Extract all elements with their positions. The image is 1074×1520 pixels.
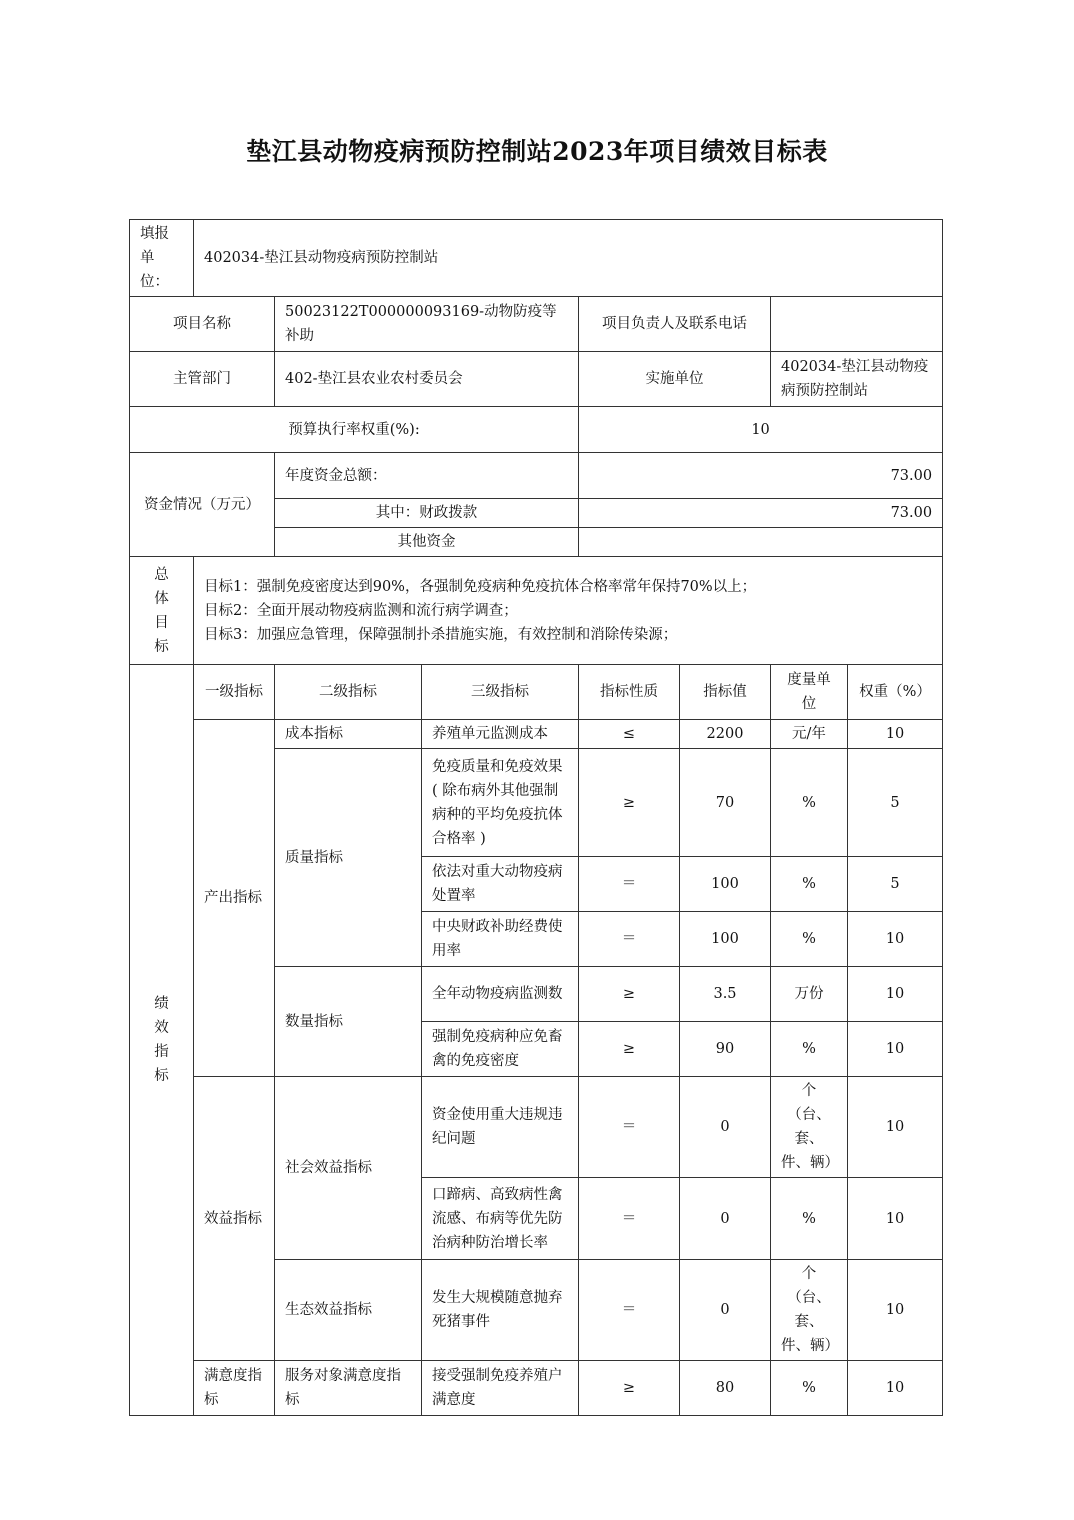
indicator-value: 100 (680, 912, 771, 967)
indicator-name: 全年动物疫病监测数 (422, 967, 579, 1022)
page-title: 垫江县动物疫病预防控制站2023年项目绩效目标表 (246, 137, 828, 166)
level1-benefit: 效益指标 (194, 1077, 275, 1361)
level2-ecological: 生态效益指标 (275, 1260, 422, 1361)
indicator-weight: 10 (848, 912, 943, 967)
indicator-op: ＝ (579, 1260, 680, 1361)
goal-item: 目标3：加强应急管理，保障强制扑杀措施实施，有效控制和消除传染源； (204, 626, 678, 643)
indicator-unit: 个（台、套、件、辆） (771, 1260, 848, 1361)
level2-quality: 质量指标 (275, 749, 422, 967)
indicator-weight: 10 (848, 1361, 943, 1416)
indicator-name: 接受强制免疫养殖户满意度 (422, 1361, 579, 1416)
indicator-value: 0 (680, 1077, 771, 1178)
column-header: 度量单位 (771, 665, 848, 720)
indicator-name: 强制免疫病种应免畜禽的免疫密度 (422, 1022, 579, 1077)
column-header: 权重（%） (848, 665, 943, 720)
indicator-op: ≥ (579, 1361, 680, 1416)
indicator-value: 2200 (680, 720, 771, 749)
funds-total-label: 年度资金总额： (275, 453, 579, 499)
impl-value: 402034-垫江县动物疫病预防控制站 (771, 352, 943, 407)
funds-total-value: 73.00 (579, 453, 943, 499)
contact-value (771, 297, 943, 352)
column-header: 指标值 (680, 665, 771, 720)
indicators-label (130, 665, 194, 1416)
project-name-value: 50023122T000000093169-动物防疫等补助 (275, 297, 579, 352)
indicator-unit: % (771, 857, 848, 912)
indicator-weight: 10 (848, 1077, 943, 1178)
indicator-name: 中央财政补助经费使用率 (422, 912, 579, 967)
indicator-name: 依法对重大动物疫病处置率 (422, 857, 579, 912)
dept-label: 主管部门 (130, 352, 275, 407)
level2-cost: 成本指标 (275, 720, 422, 749)
column-header: 三级指标 (422, 665, 579, 720)
column-header: 二级指标 (275, 665, 422, 720)
level2-service-satisfaction: 服务对象满意度指标 (275, 1361, 422, 1416)
indicator-op: ≥ (579, 749, 680, 857)
indicator-op: ≥ (579, 1022, 680, 1077)
goals-label-text: 总体目标 (154, 566, 169, 655)
indicator-unit: 万份 (771, 967, 848, 1022)
indicator-value: 80 (680, 1361, 771, 1416)
contact-label: 项目负责人及联系电话 (579, 297, 771, 352)
indicator-unit: % (771, 749, 848, 857)
level2-quantity: 数量指标 (275, 967, 422, 1077)
indicator-value: 3.5 (680, 967, 771, 1022)
indicator-name: 资金使用重大违规违纪问题 (422, 1077, 579, 1178)
funds-fiscal-value: 73.00 (579, 499, 943, 528)
indicator-op: ＝ (579, 1178, 680, 1260)
project-name-label: 项目名称 (130, 297, 275, 352)
indicator-weight: 10 (848, 1022, 943, 1077)
level1-output: 产出指标 (194, 720, 275, 1077)
indicator-op: ＝ (579, 857, 680, 912)
level1-satisfaction: 满意度指标 (194, 1361, 275, 1416)
funds-other-value (579, 528, 943, 557)
indicator-unit: 个（台、套、件、辆） (771, 1077, 848, 1178)
indicator-value: 0 (680, 1178, 771, 1260)
funds-fiscal-label: 其中：财政拨款 (275, 499, 579, 528)
indicator-value: 100 (680, 857, 771, 912)
indicator-name: 养殖单元监测成本 (422, 720, 579, 749)
impl-label: 实施单位 (579, 352, 771, 407)
indicator-value: 90 (680, 1022, 771, 1077)
column-header: 一级指标 (194, 665, 275, 720)
indicator-name: 发生大规模随意抛弃死猪事件 (422, 1260, 579, 1361)
indicator-name: 口蹄病、高致病性禽流感、布病等优先防治病种防治增长率 (422, 1178, 579, 1260)
indicator-unit: % (771, 1022, 848, 1077)
indicator-value: 70 (680, 749, 771, 857)
funds-label: 资金情况（万元） (130, 453, 275, 557)
level2-social: 社会效益指标 (275, 1077, 422, 1260)
filing-unit-value: 402034-垫江县动物疫病预防控制站 (194, 220, 943, 297)
indicator-unit: % (771, 912, 848, 967)
indicator-weight: 10 (848, 1178, 943, 1260)
indicators-label-text: 绩效指标 (154, 996, 169, 1084)
goals-label (130, 557, 194, 665)
indicator-weight: 5 (848, 857, 943, 912)
filing-unit-label: 填报单位： (130, 220, 194, 297)
indicator-value: 0 (680, 1260, 771, 1361)
indicator-weight: 10 (848, 1260, 943, 1361)
indicator-op: ≤ (579, 720, 680, 749)
column-header: 指标性质 (579, 665, 680, 720)
dept-value: 402-垫江县农业农村委员会 (275, 352, 579, 407)
goals-content (194, 557, 943, 665)
indicator-op: ＝ (579, 1077, 680, 1178)
indicator-name: 免疫质量和免疫效果( 除布病外其他强制病种的平均免疫抗体合格率 ) (422, 749, 579, 857)
budget-rate-value: 10 (579, 407, 943, 453)
indicator-unit: % (771, 1361, 848, 1416)
indicator-weight: 10 (848, 967, 943, 1022)
indicator-weight: 5 (848, 749, 943, 857)
indicator-weight: 10 (848, 720, 943, 749)
funds-other-label: 其他资金 (275, 528, 579, 557)
indicator-unit: % (771, 1178, 848, 1260)
indicator-unit: 元/年 (771, 720, 848, 749)
budget-rate-label: 预算执行率权重(%): (130, 407, 579, 453)
goal-item: 目标2：全面开展动物疫病监测和流行病学调查； (204, 602, 518, 619)
performance-target-table (129, 219, 943, 1416)
indicator-op: ≥ (579, 967, 680, 1022)
indicator-op: ＝ (579, 912, 680, 967)
goal-item: 目标1：强制免疫密度达到90%，各强制免疫病种免疫抗体合格率常年保持70%以上； (204, 578, 757, 595)
